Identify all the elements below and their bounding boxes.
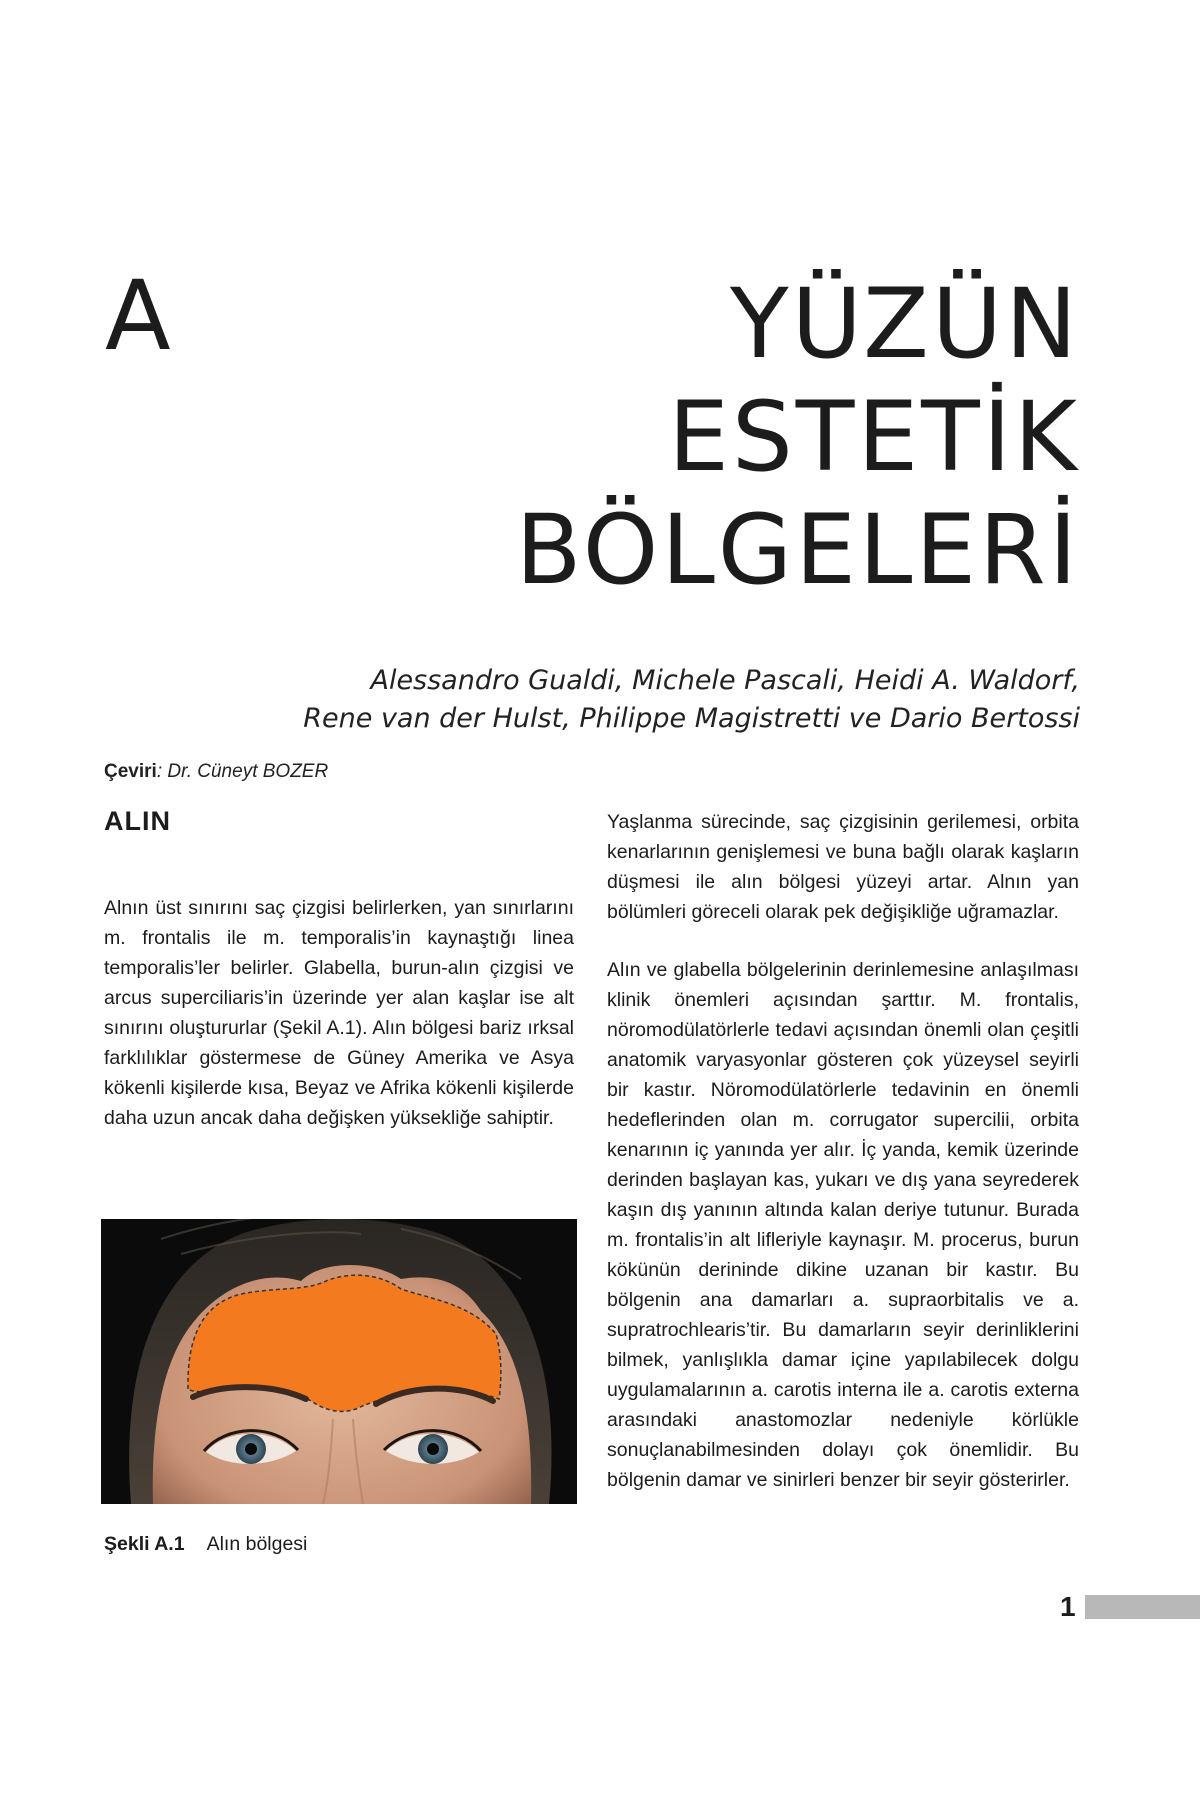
author-line: Rene van der Hulst, Philippe Magistretti ve Dario Bertossi: [303, 703, 1080, 734]
translator-name: : Dr. Cüneyt BOZER: [156, 761, 329, 782]
left-column: [104, 893, 574, 1161]
body-paragraph: Alın ve glabella bölgelerinin derinlemesine anlaşılması klinik önemleri açısından şarttır. M. frontalis, nöromodülatörlerle tedavi açısından önemli olan çeşitli anatomik varyasyonlar gösteren çok yüzeysel seyirli bir kastır. Nöromodülatörlerle tedavinin en önemli hedeflerinden olan m. corrugator supercilii, orbita kenarının iç yanında yer alır. İç yanda, kemik üzerinde derinden başlayan kas, yukarı ve dış yana seyrederek kaşın dış yanının altında kalan deriye tutunur. Burada m. frontalis’in alt lifleriyle kaynaşır. M. procerus, burun kökünün derininde dikine uzanan bir kastır. Bu bölgenin ana damarları a. supraorbitalis ve a. supratrochlearis’tir. Bu damarların seyir derinliklerini bilmek, yanlışlıkla damar içine yapılabilecek dolgu uygulamalarının a. carotis interna ile a. carotis externa arasındaki anastomozlar nedeniyle körlükle sonuçlanabilmesinden dolayı çok önemlidir. Bu bölgenin damar ve sinirleri benzer bir seyir gösterirler.: [607, 959, 1079, 1491]
page-number-bar: [1085, 1595, 1200, 1619]
figure-caption: [104, 1532, 307, 1556]
section-heading: ALIN: [104, 806, 171, 836]
author-line: Alessandro Gualdi, Michele Pascali, Heidi A. Waldorf,: [370, 665, 1080, 696]
forehead-illustration: [101, 1219, 577, 1504]
left-pupil: [245, 1443, 257, 1455]
author-list: [180, 662, 1080, 738]
chapter-title-line: ESTETİK: [668, 381, 1080, 493]
chapter-title-line: YÜZÜN: [729, 268, 1080, 380]
chapter-letter: A: [105, 260, 173, 372]
chapter-title-line: BÖLGELERİ: [515, 494, 1080, 606]
body-paragraph: Alnın üst sınırını saç çizgisi belirlerken, yan sınırlarını m. frontalis ile m. temporalis’in kaynaştığı linea temporalis’ler belirler. Glabella, burun-alın çizgisi ve arcus superciliaris’in üzerinde yer alan kaşlar ise alt sınırını oluştururlar (Şekil A.1). Alın bölgesi bariz ırksal farklılıklar göstermese de Güney Amerika ve Asya kökenli kişilerde kısa, Beyaz ve Afrika kökenli kişilerde daha uzun ancak daha değişken yüksekliğe sahiptir.: [104, 897, 574, 1129]
translator-label: Çeviri: [104, 761, 157, 782]
forehead-figure: [101, 1219, 577, 1504]
translator-credit: [104, 760, 328, 784]
right-pupil: [427, 1443, 439, 1455]
right-column: [607, 807, 1079, 1523]
caption-number: Şekli A.1: [104, 1533, 185, 1555]
page-number: 1: [1060, 1591, 1076, 1622]
body-paragraph: Yaşlanma sürecinde, saç çizgisinin gerilemesi, orbita kenarlarının genişlemesi ve buna bağlı olarak kaşların düşmesi ile alın bölgesi yüzeyi artar. Alnın yan bölümleri göreceli olarak pek değişikliğe uğramazlar.: [607, 811, 1079, 923]
chapter-title: [380, 268, 1080, 607]
caption-text: Alın bölgesi: [206, 1533, 308, 1555]
